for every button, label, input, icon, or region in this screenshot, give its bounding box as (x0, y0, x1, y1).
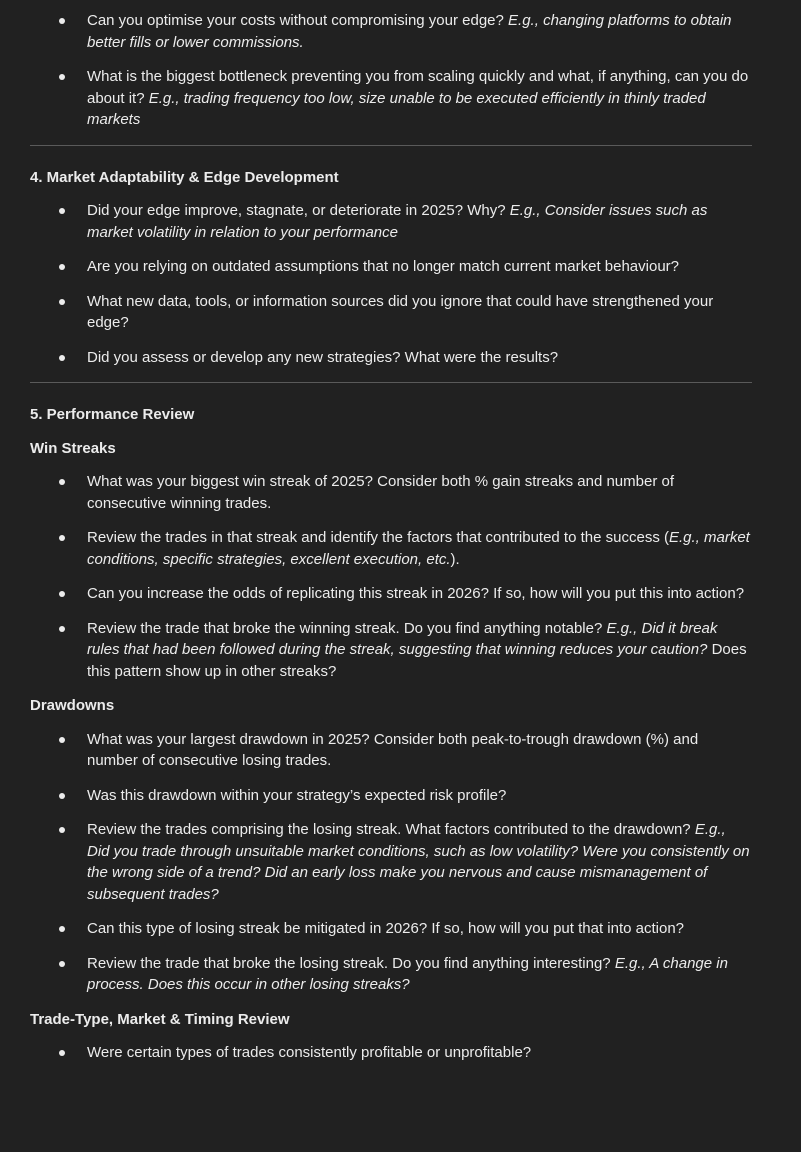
section4-title: 4. Market Adaptability & Edge Development (30, 168, 339, 186)
drawdowns-list (30, 729, 752, 996)
list-item: Review the trade that broke the losing streak. Do you find anything interesting? E.g., A change in process. Does this occur in other losing streaks? (30, 953, 752, 996)
list-item: Are you relying on outdated assumptions that no longer match current market behaviour? (30, 256, 752, 278)
drawdowns-heading: Drawdowns (30, 697, 115, 714)
section4-list (30, 200, 752, 368)
list-item: Review the trades comprising the losing streak. What factors contributed to the drawdown? E.g., Did you trade through unsuitable market conditions, such as low volatility? Were you consistently on the wrong side of a trend? Did an early loss make you nervous and cause mismanagement of subsequent trades? (30, 819, 752, 905)
trade-type-heading: Trade-Type, Market & Timing Review (30, 1010, 290, 1028)
section-divider (30, 145, 752, 146)
list-item: Can you increase the odds of replicating this streak in 2026? If so, how will you put this into action? (30, 583, 752, 605)
section-divider (30, 382, 752, 383)
list-item: What new data, tools, or information sources did you ignore that could have strengthened your edge? (30, 291, 752, 334)
list-item: Did your edge improve, stagnate, or deteriorate in 2025? Why? E.g., Consider issues such as market volatility in relation to your performance (30, 200, 752, 243)
trade-type-list (30, 1042, 752, 1064)
list-item: Can this type of losing streak be mitigated in 2026? If so, how will you put that into action? (30, 918, 752, 940)
win-streaks-heading: Win Streaks (30, 439, 116, 457)
list-item: What is the biggest bottleneck preventing you from scaling quickly and what, if anything, can you do about it? E.g., trading frequency too low, size unable to be executed efficiently in thinly traded markets (30, 66, 752, 131)
list-item: Did you assess or develop any new strategies? What were the results? (30, 347, 752, 369)
list-item: What was your largest drawdown in 2025? Consider both peak-to-trough drawdown (%) and number of consecutive losing trades. (30, 729, 752, 772)
list-item: Review the trades in that streak and identify the factors that contributed to the success (E.g., market conditions, specific strategies, excellent execution, etc.). (30, 527, 752, 570)
list-item: Can you optimise your costs without compromising your edge? E.g., changing platforms to obtain better fills or lower commissions. (30, 10, 752, 53)
section3-list (30, 10, 752, 131)
document-page (30, 10, 752, 1077)
list-item: Was this drawdown within your strategy’s expected risk profile? (30, 785, 752, 807)
list-item: Were certain types of trades consistently profitable or unprofitable? (30, 1042, 752, 1064)
win-streaks-list (30, 471, 752, 682)
list-item: What was your biggest win streak of 2025? Consider both % gain streaks and number of consecutive winning trades. (30, 471, 752, 514)
section5-title: 5. Performance Review (30, 406, 195, 423)
list-item: Review the trade that broke the winning streak. Do you find anything notable? E.g., Did it break rules that had been followed during the streak, suggesting that winning reduces your caution? Does this pattern show up in other streaks? (30, 618, 752, 683)
